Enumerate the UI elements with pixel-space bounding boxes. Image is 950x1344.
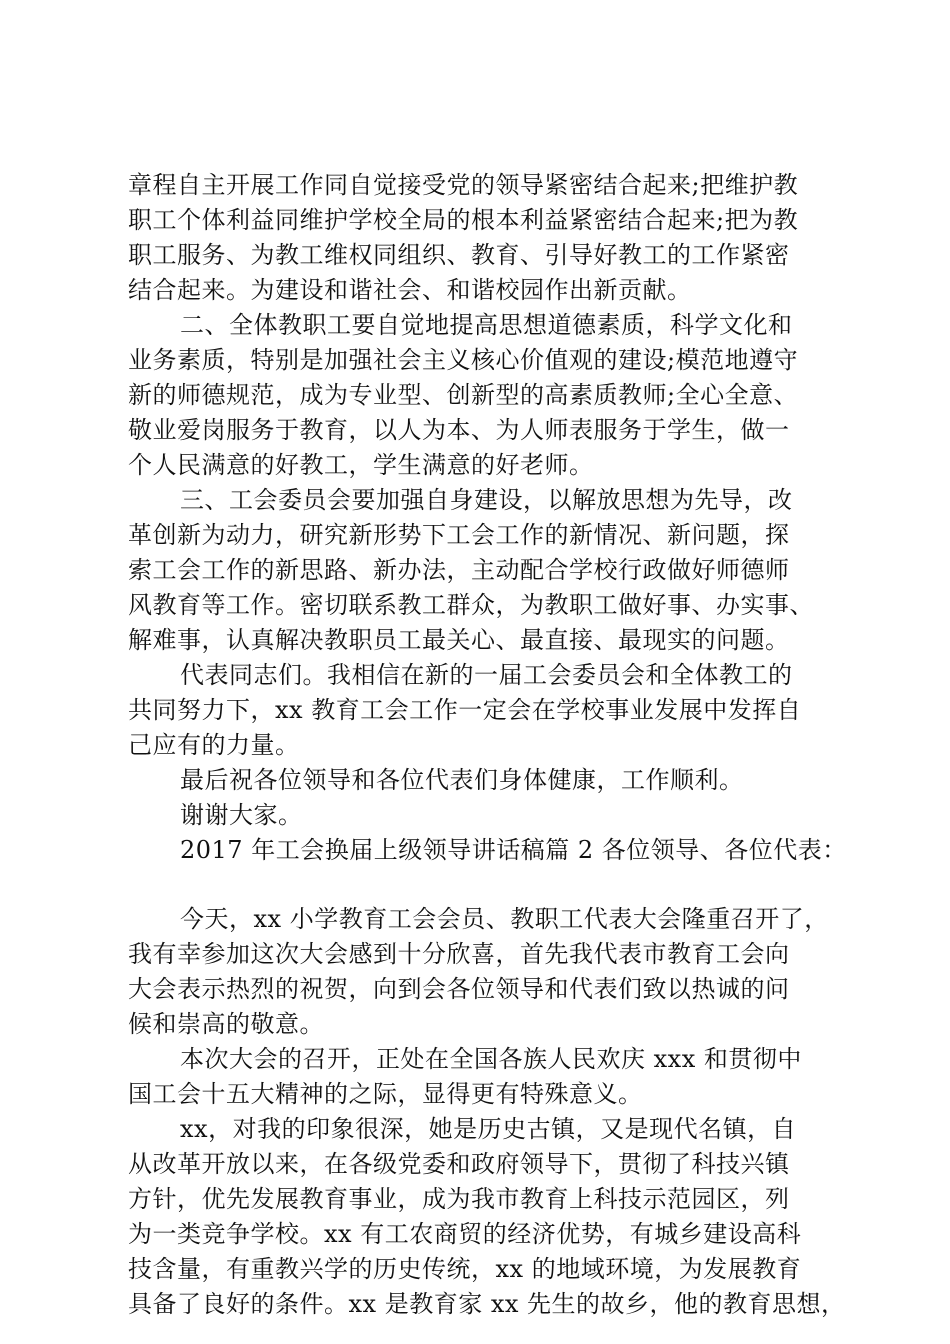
text-line: 代表同志们。我相信在新的一届工会委员会和全体教工的 bbox=[180, 661, 793, 689]
text-line: 二、全体教职工要自觉地提高思想道德素质，科学文化和 bbox=[180, 311, 793, 339]
text-line: 职工服务、为教工维权同组织、教育、引导好教工的工作紧密 bbox=[128, 241, 790, 269]
text-line: 风教育等工作。密切联系教工群众，为教职工做好事、办实事、 bbox=[128, 591, 814, 619]
text-line: 本次大会的召开，正处在全国各族人民欢庆 xxx 和贯彻中 bbox=[180, 1045, 802, 1073]
text-line: 具备了良好的条件。xx 是教育家 xx 先生的故乡，他的教育思想， bbox=[128, 1290, 846, 1318]
text-line: 我有幸参加这次大会感到十分欣喜，首先我代表市教育工会向 bbox=[128, 940, 790, 968]
section-heading: 2017 年工会换届上级领导讲话稿篇 2 各位领导、各位代表： bbox=[180, 836, 847, 864]
text-line: 职工个体利益同维护学校全局的根本利益紧密结合起来;把为教 bbox=[128, 206, 799, 234]
text-line: 己应有的力量。 bbox=[128, 731, 300, 759]
text-line: 为一类竞争学校。xx 有工农商贸的经济优势，有城乡建设高科 bbox=[128, 1220, 802, 1248]
text-line: 新的师德规范，成为专业型、创新型的高素质教师;全心全意、 bbox=[128, 381, 799, 409]
text-line: 三、工会委员会要加强自身建设，以解放思想为先导，改 bbox=[180, 486, 793, 514]
text-line: 敬业爱岗服务于教育，以人为本、为人师表服务于学生，做一 bbox=[128, 416, 790, 444]
text-line: 结合起来。为建设和谐社会、和谐校园作出新贡献。 bbox=[128, 276, 692, 304]
text-line: xx，对我的印象很深，她是历史古镇，又是现代名镇，自 bbox=[180, 1115, 797, 1143]
text-line: 共同努力下，xx 教育工会工作一定会在学校事业发展中发挥自 bbox=[128, 696, 802, 724]
text-line: 方针，优先发展教育事业，成为我市教育上科技示范园区，列 bbox=[128, 1185, 790, 1213]
text-line: 国工会十五大精神的之际，显得更有特殊意义。 bbox=[128, 1080, 643, 1108]
text-line: 章程自主开展工作同自觉接受党的领导紧密结合起来;把维护教 bbox=[128, 171, 799, 199]
text-line: 革创新为动力，研究新形势下工会工作的新情况、新问题，探 bbox=[128, 521, 790, 549]
text-line: 索工会工作的新思路、新办法，主动配合学校行政做好师德师 bbox=[128, 556, 790, 584]
text-line: 从改革开放以来，在各级党委和政府领导下，贯彻了科技兴镇 bbox=[128, 1150, 790, 1178]
text-line: 技含量，有重教兴学的历史传统，xx 的地域环境，为发展教育 bbox=[128, 1255, 802, 1283]
text-line: 解难事，认真解决教职员工最关心、最直接、最现实的问题。 bbox=[128, 626, 790, 654]
text-line: 今天，xx 小学教育工会会员、教职工代表大会隆重召开了， bbox=[180, 905, 829, 933]
text-line: 最后祝各位领导和各位代表们身体健康，工作顺利。 bbox=[180, 766, 744, 794]
text-line: 大会表示热烈的祝贺，向到会各位领导和代表们致以热诚的问 bbox=[128, 975, 790, 1003]
text-line: 候和崇高的敬意。 bbox=[128, 1010, 324, 1038]
text-line: 业务素质，特别是加强社会主义核心价值观的建设;模范地遵守 bbox=[128, 346, 799, 374]
text-line: 个人民满意的好教工，学生满意的好老师。 bbox=[128, 451, 594, 479]
text-line: 谢谢大家。 bbox=[180, 801, 303, 829]
